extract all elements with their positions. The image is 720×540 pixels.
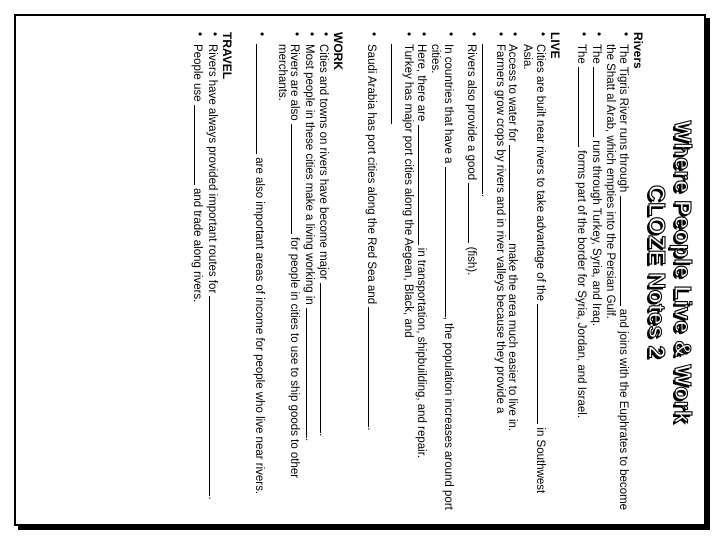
fill-blank[interactable] xyxy=(578,67,589,147)
item-text: Cities and towns on rivers have become major xyxy=(317,44,330,280)
list-item xyxy=(190,32,205,512)
section-heading-work: WORK xyxy=(331,32,346,70)
list-item xyxy=(506,32,521,512)
live-list-saudi xyxy=(365,32,380,512)
worksheet-page xyxy=(16,16,706,526)
item-text: People use xyxy=(190,44,203,102)
item-text: Access to water for xyxy=(506,44,519,142)
list-item xyxy=(414,32,429,512)
list-item xyxy=(387,32,414,512)
travel-list xyxy=(190,32,219,512)
item-text: , the population increases around port cities. xyxy=(429,44,455,510)
item-text: Farmers grow crops by rivers and in river valleys because they provide a xyxy=(493,44,506,414)
fill-blank[interactable] xyxy=(306,308,317,438)
item-text: for people in cities to use to ship goods to other merchants. xyxy=(275,44,301,479)
item-text: are also important areas of income for people who live near rivers. xyxy=(253,157,266,495)
list-item xyxy=(317,32,332,512)
list-item xyxy=(604,32,631,512)
list-item xyxy=(429,32,456,512)
item-text: Rivers have always provided important routes for xyxy=(205,44,218,294)
list-item xyxy=(589,32,604,512)
list-item xyxy=(464,32,479,512)
item-text: forms part of the border for Syria, Jordan, and Israel. xyxy=(575,150,588,419)
fill-blank[interactable] xyxy=(256,44,267,154)
item-text: Most people in these cities make a living working in xyxy=(302,44,315,305)
item-text: Rivers also provide a good xyxy=(464,44,477,181)
item-text: The xyxy=(575,44,588,64)
list-item xyxy=(520,32,547,512)
item-text: and joins with the Euphrates to become the Shatt al Arab, which empties into the Persian Gulf. xyxy=(604,44,629,511)
list-item xyxy=(275,32,302,512)
work-list xyxy=(275,32,331,512)
item-text: Here, there are xyxy=(414,44,427,122)
fill-blank[interactable] xyxy=(368,307,379,427)
page-frame xyxy=(14,14,706,526)
item-text: . xyxy=(479,194,492,198)
list-item xyxy=(302,32,317,512)
section-heading-rivers: Rivers xyxy=(631,32,645,69)
rivers-list xyxy=(575,32,631,512)
live-list xyxy=(464,32,548,512)
worksheet-subtitle: CLOZE Notes 2 xyxy=(644,185,670,359)
item-text: The Tigris River runs through xyxy=(617,44,629,193)
worksheet-title: Where People Live & Work xyxy=(670,120,696,424)
fill-blank[interactable] xyxy=(445,167,456,317)
work-list-income xyxy=(253,32,268,512)
item-text: and trade along rivers. xyxy=(190,187,203,303)
fill-blank[interactable] xyxy=(620,196,631,306)
fill-blank[interactable] xyxy=(291,124,302,234)
fill-blank[interactable] xyxy=(537,304,548,424)
list-item xyxy=(253,32,268,512)
list-item xyxy=(479,32,506,512)
live-list-ports xyxy=(387,32,456,512)
item-text: . xyxy=(205,496,218,500)
item-text: . xyxy=(317,433,330,437)
fill-blank[interactable] xyxy=(194,105,205,185)
section-heading-travel: TRAVEL xyxy=(219,32,234,80)
item-text: Saudi Arabia has port cities along the Red Sea and xyxy=(365,44,378,305)
item-text: . xyxy=(365,427,378,431)
fill-blank[interactable] xyxy=(509,145,520,240)
list-item xyxy=(575,32,590,512)
item-text: The xyxy=(589,44,602,64)
item-text: Turkey has major port cities along the Aegean, Black, and xyxy=(402,44,415,338)
list-item xyxy=(365,32,380,512)
fill-blank[interactable] xyxy=(482,44,493,194)
fill-blank[interactable] xyxy=(391,44,402,124)
item-text: In countries that have a xyxy=(442,44,455,164)
fill-blank[interactable] xyxy=(468,183,479,243)
list-item xyxy=(205,32,220,512)
item-text: (fish). xyxy=(464,246,477,276)
item-text: runs through Turkey, Syria, and Iraq. xyxy=(589,140,602,327)
fill-blank[interactable] xyxy=(593,67,604,137)
fill-blank[interactable] xyxy=(321,283,332,433)
item-text: in Southwest Asia. xyxy=(521,44,546,494)
item-text: Rivers are also xyxy=(288,44,301,121)
fill-blank[interactable] xyxy=(209,296,220,496)
item-text: make the area much easier to live in. xyxy=(506,243,519,432)
section-heading-live: LIVE xyxy=(547,32,562,59)
item-text: in transportation, shipbuilding, and repair. xyxy=(414,247,427,459)
item-text: Cities are built near rivers to take advantage of the xyxy=(533,44,546,301)
item-text: . xyxy=(302,438,315,442)
fill-blank[interactable] xyxy=(418,125,429,245)
